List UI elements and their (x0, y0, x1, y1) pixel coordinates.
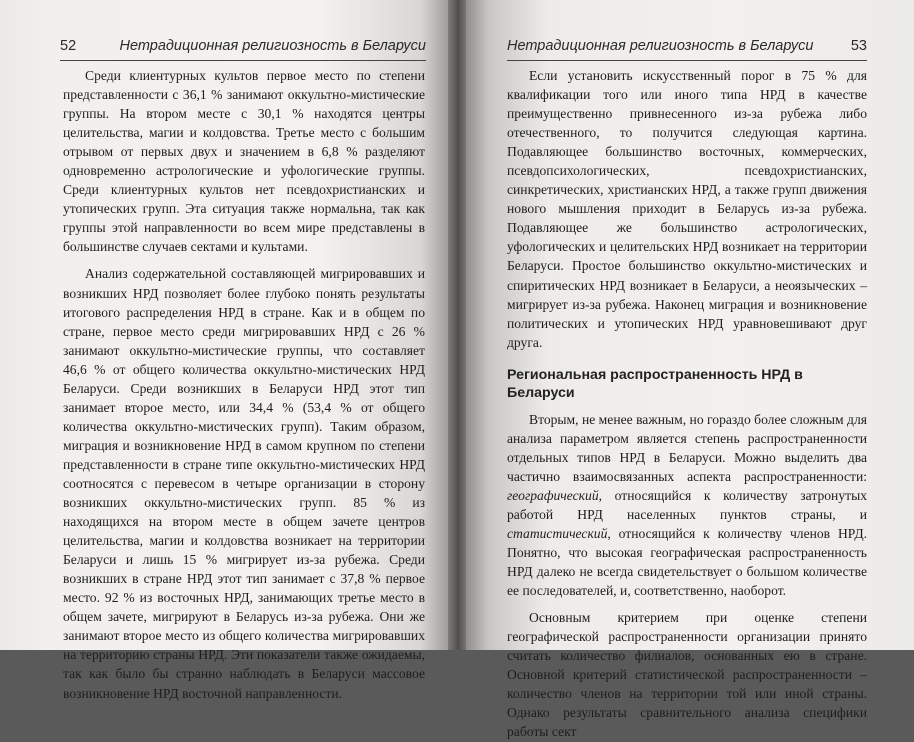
left-paragraph-1: Среди клиентурных культов первое место по степени представленности с 36,1 % занимают оккультно-мистические группы. На втором месте с 30,1 % находятся центры целительства, магии и колдовства. Третье место с большим отрывом от первых двух и значением в 6,8 % разделяют одновременно астрологические и уфологические группы. Среди клиентурных культов нет псевдохристианских и утопических групп. Эта ситуация также нормальна, так как группы этой направленности во всем мире представлены в большинстве случаев сектами и культами. (63, 68, 425, 255)
right-paragraph-1: Если установить искусственный порог в 75 % для квалификации того или иного типа НРД в качестве преимущественно привнесенного из-за рубежа либо отечественного, то получится следующая картина. Подавляющее большинство восточных, коммерческих, псевдопсихологических, псевдохристианских, синкретических, христианских НРД, а также групп движения нового мышления приходит в Беларусь из-за рубежа. Подавляющее же большинство астрологических, уфологических и целительских НРД возникает на территории Беларуси. Простое большинство оккультно-мистических и спиритических НРД возникает в Беларуси, а неоязыческих – мигрирует из-за рубежа. Наконец миграция и возникновение политических и утопических НРД уравновешивают друг друга. (507, 68, 867, 350)
term-statistical: статистический (507, 525, 608, 541)
left-paragraph-2: Анализ содержательной составляющей мигрировавших и возникших НРД позволяет более глубоко понять результаты итогового распределения НРД в стране. Как и в общем по стране, первое место среди мигрировавших НРД с 26 % занимают оккультно-мистические группы, что составляет 46,6 % от общего количества оккультно-мистических НРД Беларуси. Среди возникших в Беларуси НРД этот тип занимает второе место, или 34,4 % (53,4 % от общего количества оккультно-мистических групп). Таким образом, миграция и возникновение НРД в самом крупном по степени представленности в стране типе оккультно-мистических НРД соотносятся с перевесом в четыре организации в сторону возникших оккультно-мистических групп. 85 % из находящихся на втором месте в общем зачете центров целительства, магии и колдовства возникает на территории Беларуси и лишь 15 % мигрирует из-за рубежа. Среди возникших в стране НРД этот тип занимает с 37,8 % первое место. 92 % из восточных НРД, занимающих третье место в общем зачете, мигрируют в Беларусь из-за рубежа. Они же занимают второе место из общего количества мигрировавших на территорию страны НРД. Эти показатели также ожидаемы, так как было бы странно наблюдать в Беларуси массовое возникновение НРД восточной направленности. (63, 266, 425, 701)
left-running-head (60, 38, 426, 60)
right-page-number: 53 (850, 38, 867, 54)
right-paragraph-2 (507, 410, 867, 600)
right-paragraph-2-end: , относящийся к количеству членов НРД. Понятно, что высокая географическая распространенность НРД далеко не всегда свидетельствует о большом количестве ее последователей, и, соответственно, наоборот. (507, 525, 867, 599)
left-page (0, 0, 457, 701)
right-running-head (507, 38, 867, 60)
section-heading: Региональная распространенность НРД в Беларуси (507, 366, 803, 401)
right-page (457, 0, 914, 740)
right-running-title: Нетрадиционная религиозность в Беларуси (507, 38, 814, 54)
left-running-title: Нетрадиционная религиозность в Беларуси (119, 38, 426, 54)
right-paragraph-2-middle: , относящийся к количеству затронутых работой НРД населенных пунктов страны, и (507, 487, 867, 522)
right-body-text (507, 66, 867, 742)
left-body-text (63, 66, 425, 703)
right-paragraph-2-start: Вторым, не менее важным, но гораздо более сложным для анализа параметром является степень распространенности отдельных типов НРД в Беларуси. Можно выделить два частично взаимосвязанных аспекта распространенности: (507, 411, 867, 484)
term-geographic: географический (507, 487, 599, 503)
right-paragraph-3: Основным критерием при оценке степени географической распространенности организации принято считать количество филиалов, основанных ею в стране. Основной критерий статистической распространенности – количество членов на территории той или иной страны. Однако результаты сравнительного анализа специфики работы сект (507, 610, 867, 740)
left-header-rule (60, 60, 426, 61)
right-header-rule (507, 60, 867, 61)
book-spine-shadow (448, 0, 466, 650)
left-page-number: 52 (60, 38, 77, 54)
